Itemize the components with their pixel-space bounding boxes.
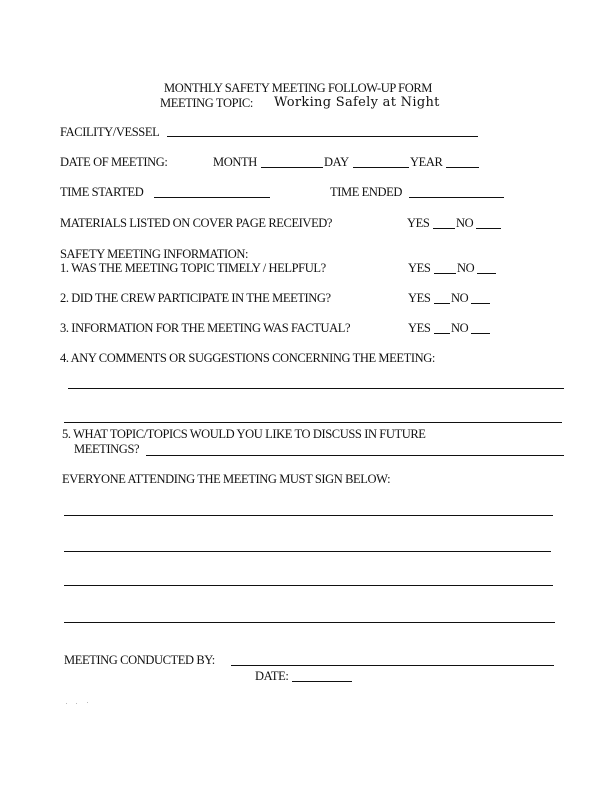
footer-date-field[interactable] xyxy=(292,681,352,682)
question-1: 1. WAS THE MEETING TOPIC TIMELY / HELPFUL? xyxy=(60,261,326,275)
signature-line-3[interactable] xyxy=(64,585,553,586)
year-field[interactable] xyxy=(446,167,479,168)
materials-no-field[interactable] xyxy=(476,228,501,229)
q2-yes-field[interactable] xyxy=(434,303,450,304)
q2-no-field[interactable] xyxy=(471,303,490,304)
comments-line-2[interactable] xyxy=(64,422,562,423)
question-5-continued: MEETINGS? xyxy=(74,442,140,456)
comments-line-1[interactable] xyxy=(68,388,564,389)
sign-instruction: EVERYONE ATTENDING THE MEETING MUST SIGN BELOW: xyxy=(62,472,391,486)
meeting-topic-value: Working Safely at Night xyxy=(274,95,440,110)
footer-date-label: DATE: xyxy=(255,669,289,683)
materials-yes-label: YES xyxy=(407,216,430,230)
time-started-field[interactable] xyxy=(154,197,270,198)
time-started-label: TIME STARTED xyxy=(60,185,144,199)
q2-yes-label: YES xyxy=(408,291,431,305)
time-ended-label: TIME ENDED xyxy=(330,185,403,199)
question-5: 5. WHAT TOPIC/TOPICS WOULD YOU LIKE TO DISCUSS IN FUTURE xyxy=(62,427,426,441)
future-topics-field[interactable] xyxy=(146,455,564,456)
scan-speck xyxy=(87,702,88,703)
materials-question: MATERIALS LISTED ON COVER PAGE RECEIVED? xyxy=(60,216,333,230)
scan-speck xyxy=(66,703,67,704)
q3-no-field[interactable] xyxy=(471,333,490,334)
scan-speck xyxy=(76,703,77,704)
q2-no-label: NO xyxy=(451,291,469,305)
facility-field[interactable] xyxy=(167,136,478,137)
q1-yes-label: YES xyxy=(408,261,431,275)
materials-yes-field[interactable] xyxy=(433,228,455,229)
q1-yes-field[interactable] xyxy=(434,273,456,274)
month-label: MONTH xyxy=(213,155,257,169)
conducted-by-label: MEETING CONDUCTED BY: xyxy=(64,653,215,667)
q1-no-field[interactable] xyxy=(477,273,496,274)
materials-no-label: NO xyxy=(456,216,474,230)
conducted-by-field[interactable] xyxy=(231,665,554,666)
q3-no-label: NO xyxy=(451,321,469,335)
question-4: 4. ANY COMMENTS OR SUGGESTIONS CONCERNING THE MEETING: xyxy=(60,351,435,365)
info-header: SAFETY MEETING INFORMATION: xyxy=(60,247,249,261)
signature-line-1[interactable] xyxy=(64,515,553,516)
time-ended-field[interactable] xyxy=(409,197,504,198)
facility-label: FACILITY/VESSEL xyxy=(60,125,160,139)
q3-yes-label: YES xyxy=(408,321,431,335)
day-field[interactable] xyxy=(353,167,409,168)
month-field[interactable] xyxy=(261,167,323,168)
q3-yes-field[interactable] xyxy=(434,333,450,334)
date-of-meeting-label: DATE OF MEETING: xyxy=(60,155,168,169)
day-label: DAY xyxy=(324,155,349,169)
question-3: 3. INFORMATION FOR THE MEETING WAS FACTUAL? xyxy=(60,321,351,335)
signature-line-4[interactable] xyxy=(64,622,555,623)
q1-no-label: NO xyxy=(457,261,475,275)
year-label: YEAR xyxy=(410,155,443,169)
signature-line-2[interactable] xyxy=(64,551,551,552)
meeting-topic-label: MEETING TOPIC: xyxy=(160,96,253,110)
form-title: MONTHLY SAFETY MEETING FOLLOW-UP FORM xyxy=(164,81,432,95)
question-2: 2. DID THE CREW PARTICIPATE IN THE MEETING? xyxy=(60,291,331,305)
